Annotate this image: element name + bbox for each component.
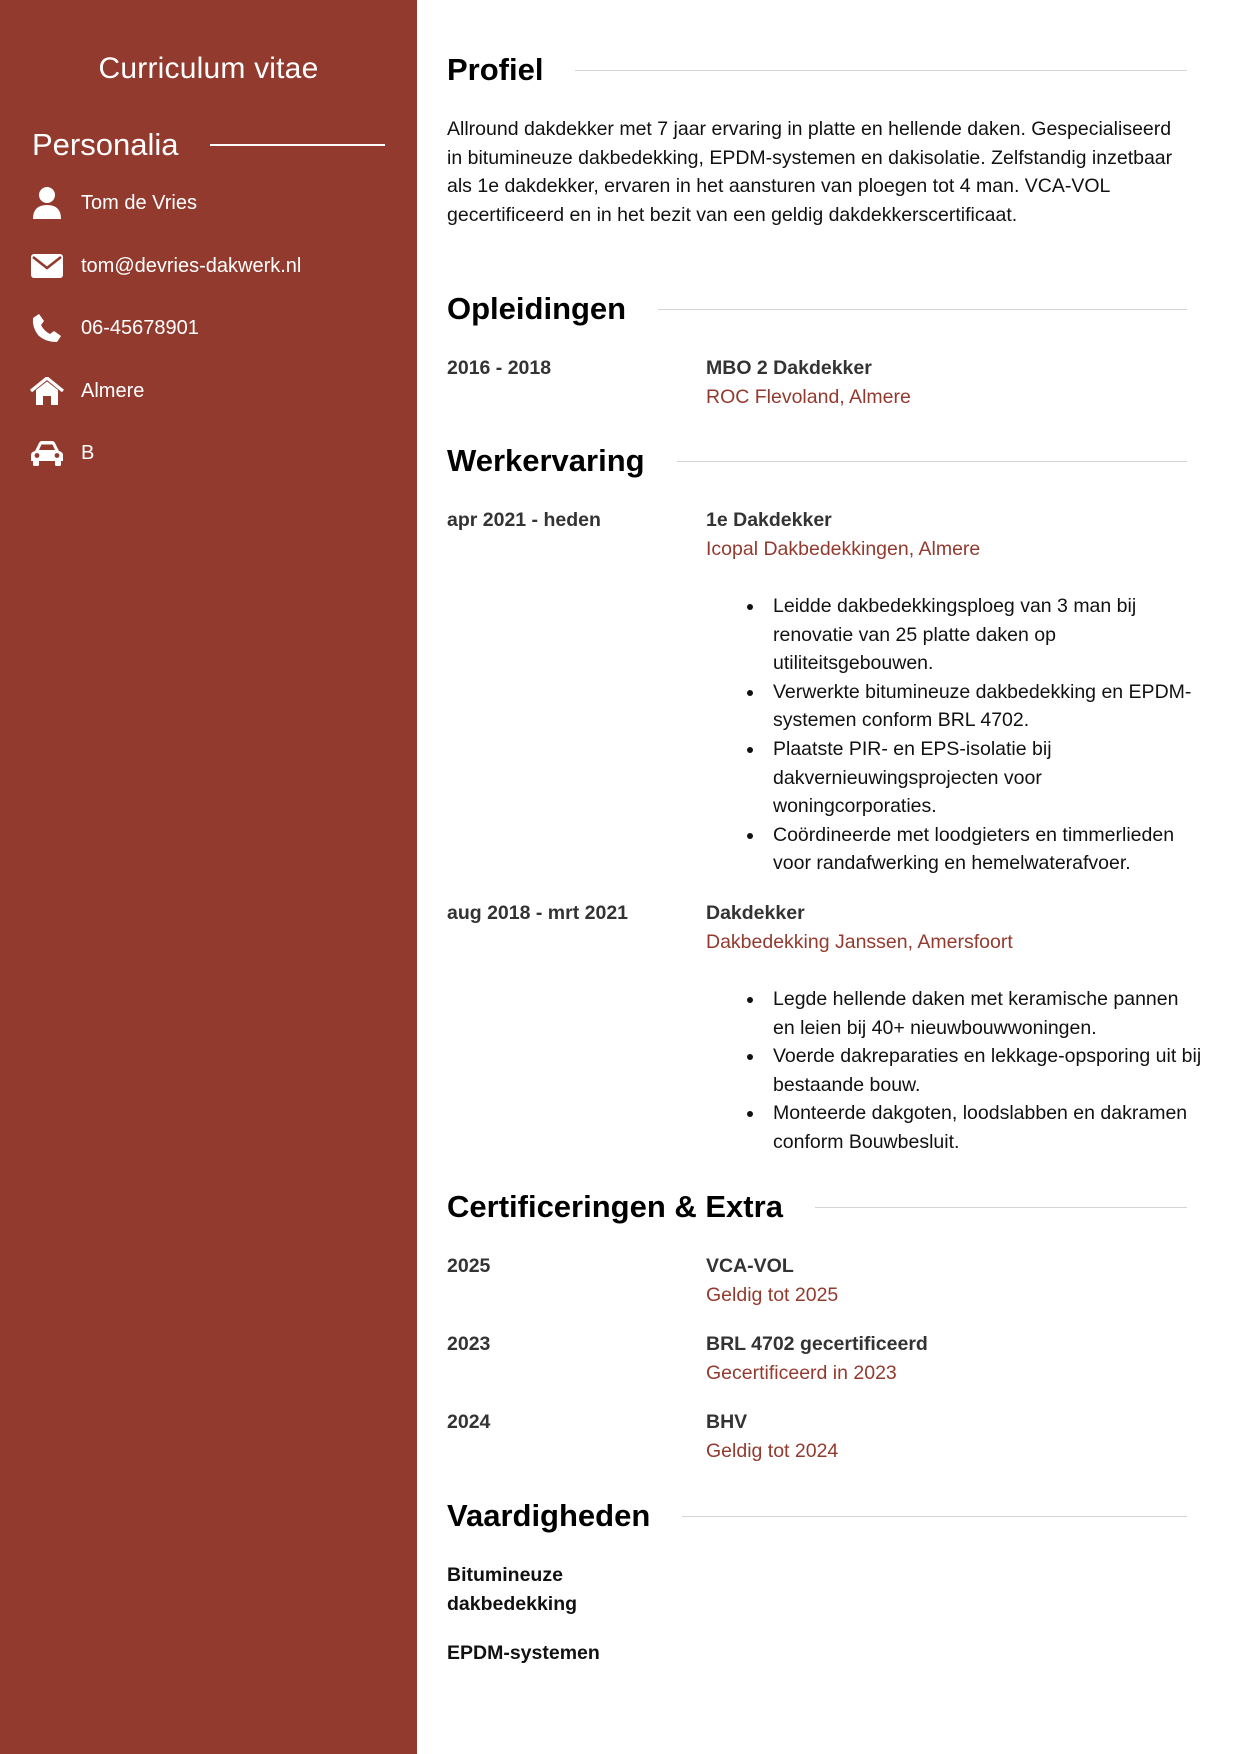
list-item: • Voerde dakreparaties en lekkage-opsporing uit bij bestaande bouw.	[765, 1042, 1205, 1099]
education-school: ROC Flevoland, Almere	[706, 386, 911, 408]
skills-rule	[682, 1516, 1187, 1517]
certifications-heading	[447, 1189, 1187, 1225]
phone-icon	[30, 311, 64, 345]
certification-date: 2025	[447, 1255, 491, 1277]
skills-heading	[447, 1498, 1187, 1534]
experience-heading	[447, 443, 1187, 479]
certification-date: 2023	[447, 1333, 491, 1355]
certification-date: 2024	[447, 1411, 491, 1433]
experience-rule	[677, 461, 1187, 462]
certification-title: BRL 4702 gecertificeerd	[706, 1333, 928, 1355]
home-icon	[30, 374, 64, 408]
certification-title: BHV	[706, 1411, 748, 1433]
skills-heading-text: Vaardigheden	[447, 1498, 651, 1533]
user-icon	[30, 186, 64, 220]
education-heading	[447, 291, 1187, 327]
profile-heading	[447, 52, 1187, 88]
experience-bullets	[747, 985, 1205, 1157]
certifications-rule	[815, 1207, 1187, 1208]
list-item: • Monteerde dakgoten, loodslabben en dakramen conform Bouwbesluit.	[765, 1099, 1205, 1156]
personal-driving-license-value: B	[81, 441, 95, 464]
certification-note: Gecertificeerd in 2023	[706, 1362, 897, 1384]
experience-date: aug 2018 - mrt 2021	[447, 902, 629, 924]
personalia-heading	[32, 127, 385, 163]
certification-note: Geldig tot 2024	[706, 1440, 839, 1462]
experience-bullets	[747, 592, 1205, 878]
certification-title: VCA-VOL	[706, 1255, 794, 1277]
skill-item: Bitumineuze dakbedekking	[447, 1564, 578, 1615]
personal-email	[30, 249, 301, 283]
list-item: • Verwerkte bitumineuze dakbedekking en EPDM-systemen conform BRL 4702.	[765, 678, 1205, 735]
personal-name-value: Tom de Vries	[81, 191, 197, 214]
envelope-icon	[30, 249, 64, 283]
personal-email-value[interactable]: tom@devries-dakwerk.nl	[81, 254, 302, 277]
list-item: • Leidde dakbedekkingsploeg van 3 man bij renovatie van 25 platte daken op utiliteitsgebouwen.	[765, 592, 1205, 678]
experience-title: Dakdekker	[706, 902, 805, 924]
list-item: • Coördineerde met loodgieters en timmerlieden voor randafwerking en hemelwaterafvoer.	[765, 821, 1205, 878]
certifications-heading-text: Certificeringen & Extra	[447, 1189, 783, 1224]
personal-city	[30, 374, 144, 408]
profile-text: Allround dakdekker met 7 jaar ervaring in platte en hellende daken. Gespecialiseerd in bitumineuze dakbedekking, EPDM-systemen en dakisolatie. Zelfstandig inzetbaar als 1e dakdekker, ervaren in het aansturen van ploegen tot 4 man. VCA-VOL gecertificeerd en in het bezit van een geldig dakdekkerscertificaat.	[447, 118, 1173, 226]
sidebar	[0, 0, 417, 1754]
experience-employer: Dakbedekking Janssen, Amersfoort	[706, 931, 1013, 953]
certification-note: Geldig tot 2025	[706, 1284, 839, 1306]
education-date: 2016 - 2018	[447, 357, 552, 379]
personal-phone	[30, 311, 199, 345]
car-icon	[30, 436, 64, 470]
list-item: • Plaatste PIR- en EPS-isolatie bij dakvernieuwingsprojecten voor woningcorporaties.	[765, 735, 1205, 821]
personal-name	[30, 186, 197, 220]
experience-heading-text: Werkervaring	[447, 443, 645, 478]
profile-heading-text: Profiel	[447, 52, 544, 87]
experience-date: apr 2021 - heden	[447, 509, 601, 531]
cv-title: Curriculum vitae	[98, 52, 319, 85]
profile-rule	[575, 70, 1187, 71]
experience-employer: Icopal Dakbedekkingen, Almere	[706, 538, 981, 560]
personalia-heading-text: Personalia	[32, 127, 179, 162]
skill-item: EPDM-systemen	[447, 1642, 600, 1664]
list-item: • Legde hellende daken met keramische pannen en leien bij 40+ nieuwbouwwoningen.	[765, 985, 1205, 1042]
personal-driving-license	[30, 436, 94, 470]
personal-phone-value: 06-45678901	[81, 316, 199, 339]
education-title: MBO 2 Dakdekker	[706, 357, 872, 379]
education-heading-text: Opleidingen	[447, 291, 627, 326]
personalia-divider	[210, 144, 385, 146]
personal-city-value: Almere	[81, 379, 145, 402]
experience-title: 1e Dakdekker	[706, 509, 832, 531]
education-rule	[658, 309, 1187, 310]
